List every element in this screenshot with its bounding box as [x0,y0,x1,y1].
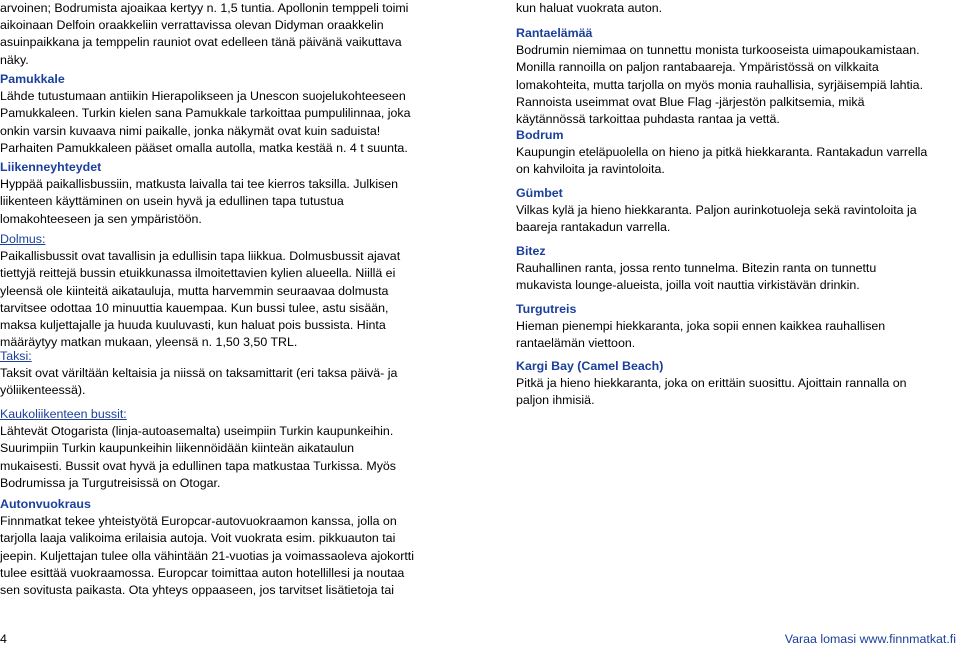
text-line: onkin varsin kuvaava nimi paikalle, jonka näkymät ovat kuin saduista! [0,123,381,138]
text-line: mukavista lounge-alueista, joilla voit nauttia virkistävän drinkin. [516,278,860,293]
text-line: jeepin. Kuljettajan tulee olla vähintään 21-vuotias ja voimassaoleva ajokortti [0,548,414,563]
continuation-paragraph [516,0,662,17]
turgutreis-section [516,301,885,353]
section-heading: Bodrum [516,128,564,142]
kaukoliikenne-section [0,406,396,492]
pamukkale-section [0,71,411,157]
text-line: Lähtevät Otogarista (linja-autoasemalta) useimpiin Turkin kaupunkeihin. [0,424,394,439]
text-line: Suurimpiin Turkin kaupunkeihin liikennöidään kiinteän aikataulun [0,441,355,456]
section-heading: Kargi Bay (Camel Beach) [516,359,664,373]
text-line: Lähde tutustumaan antiikin Hierapolikseen ja Unescon suojelukohteeseen [0,89,406,104]
text-line: Vilkas kylä ja hieno hiekkaranta. Paljon aurinkotuoleja sekä ravintoloita ja [516,203,917,218]
intro-paragraph [0,0,408,69]
text-line: Rauhallinen ranta, jossa rento tunnelma. Bitezin ranta on tunnettu [516,261,877,276]
text-line: on kahviloita ja ravintoloita. [516,162,665,177]
text-line: liikenteen käyttäminen on usein hyvä ja edullinen tapa tutustua [0,194,344,209]
text-line: Bodrumin niemimaa on tunnettu monista turkooseista uimapoukamistaan. [516,43,920,58]
text-line: Taksit ovat väriltään keltaisia ja niissä on taksamittarit (eri taksa päivä- ja [0,366,398,381]
text-line: sen sovitusta paikasta. Ota yhteys oppaaseen, jos tarvitset lisätietoja tai [0,583,394,598]
text-line: Hyppää paikallisbussiin, matkusta laivalla tai tee kierros taksilla. Julkisen [0,177,399,192]
liikenneyhteydet-section [0,159,398,228]
text-line: lomakohteita, mutta tarjolla on myös monia rauhallisia, syrjäisempiä lahtia. [516,77,924,92]
page-number: 4 [0,632,7,646]
section-heading: Kaukoliikenteen bussit: [0,407,127,421]
footer-link[interactable]: Varaa lomasi www.finnmatkat.fi [784,632,956,646]
autonvuokraus-section [0,496,414,599]
text-line: Hieman pienempi hiekkaranta, joka sopii ennen kaikkea rauhallisen [516,319,886,334]
kargi-bay-section [516,358,907,410]
section-heading: Dolmus: [0,232,46,246]
text-line: Parhaiten Pamukkaleen pääset omalla autolla, matka kestää n. 4 t suunta. [0,140,408,155]
section-heading: Turgutreis [516,302,577,316]
text-line: Bodrumissa ja Turgutreisissä on Otogar. [0,475,221,490]
section-heading: Pamukkale [0,72,65,86]
text-line: tarjolla laaja valikoima erilaisia autoja. Voit vuokrata esim. pikkuauton tai [0,531,396,546]
text-line: Pitkä ja hieno hiekkaranta, joka on erittäin suosittu. Ajoittain rannalla on [516,376,907,391]
text-line: Paikallisbussit ovat tavallisin ja edullisin tapa liikkua. Dolmusbussit ajavat [0,249,401,264]
section-heading: Bitez [516,244,546,258]
text-line: yöliikenteessä). [0,383,86,398]
text-line: Finnmatkat tekee yhteistyötä Europcar-autovuokraamon kanssa, jolla on [0,514,397,529]
text-line: käytännössä tarkoittaa puhdasta rantaa ja vettä. [516,112,780,127]
section-heading: Rantaelämää [516,26,593,40]
text-line: arvoinen; Bodrumista ajoaikaa kertyy n. 1,5 tuntia. Apollonin temppeli toimi [0,1,409,15]
section-heading: Liikenneyhteydet [0,160,102,174]
taksi-section [0,348,397,400]
text-line: Monilla rannoilla on paljon rantabaareja. Ympäristössä on vilkkaita [516,60,879,75]
rantaelamaa-section [516,25,923,128]
text-line: kun haluat vuokrata auton. [516,1,663,15]
text-line: aikoinaan Delfoin oraakkeliin verrattavissa olevan Didyman oraakkelin [0,18,384,33]
text-line: Rannoista useimmat ovat Blue Flag -järjestön palkitsemia, mikä [516,94,865,109]
text-line: Kaupungin eteläpuolella on hieno ja pitkä hiekkaranta. Rantakadun varrella [516,145,928,160]
dolmus-section [0,231,400,351]
text-line: tarvitsee odottaa 10 minuuttia kauempaa. Kun bussi tulee, astu sisään, [0,300,389,315]
text-line: maksa kuljettajalle ja huuda kuuluvasti, kun haluat pois bussista. Hinta [0,318,386,333]
section-heading: Gümbet [516,186,563,200]
text-line: paljon ihmisiä. [516,393,595,408]
bodrum-section [516,127,927,179]
section-heading: Autonvuokraus [0,497,91,511]
text-line: määräytyy matkan mukaan, yleensä n. 1,50 3,50 TRL. [0,335,298,350]
text-line: Pamukkaleen. Turkin kielen sana Pamukkale tarkoittaa pumpulilinnaa, joka [0,106,411,121]
text-line: yleensä ole kiinteitä aikatauluja, mutta harvemmin seuraavaa dolmusta [0,283,389,298]
text-line: mukaisesti. Bussit ovat hyvä ja edullinen tapa matkustaa Turkissa. Myös [0,458,396,473]
text-line: rantaelämän viettoon. [516,336,636,351]
gumbet-section [516,185,917,237]
text-line: asuinpaikkana ja temppelin rauniot ovat edelleen tänä päivänä vaikuttava [0,35,402,50]
text-line: näky. [0,52,29,67]
text-line: baareja rantakadun varrella. [516,220,671,235]
text-line: tiettyjä reittejä bussin etuikkunassa ilmoitettavien kylien alueella. Niillä ei [0,266,396,281]
bitez-section [516,243,876,295]
text-line: tulee esittää vuokraamossa. Europcar toimittaa auton hotellillesi ja noutaa [0,565,405,580]
text-line: lomakohteeseen ja sen ympäristöön. [0,211,202,226]
section-heading: Taksi: [0,349,32,363]
